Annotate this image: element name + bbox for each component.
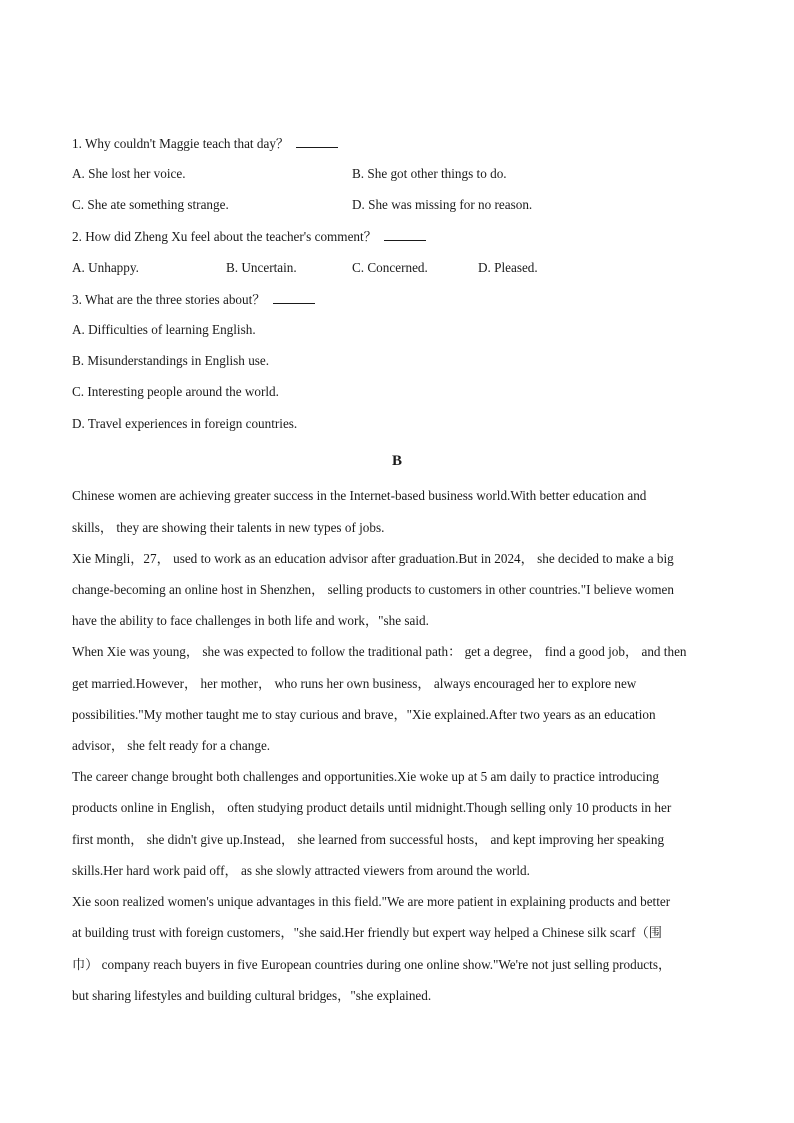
passage-line: possibilities."My mother taught me to stay curious and brave，"Xie explained.After two years as an education bbox=[72, 707, 656, 722]
option-c: C. Interesting people around the world. bbox=[72, 384, 279, 399]
passage-line: skills.Her hard work paid off， as she slowly attracted viewers from around the world. bbox=[72, 863, 530, 878]
question-number: 3. bbox=[72, 292, 82, 307]
passage-line: skills， they are showing their talents in new types of jobs. bbox=[72, 520, 385, 535]
passage-line: advisor， she felt ready for a change. bbox=[72, 738, 271, 753]
option-a: A. Unhappy. bbox=[72, 260, 139, 275]
option-a: A. She lost her voice. bbox=[72, 166, 186, 181]
answer-blank[interactable] bbox=[384, 228, 426, 241]
passage-line: Xie Mingli，27， used to work as an education advisor after graduation.But in 2024， she decided to make a big bbox=[72, 551, 674, 566]
answer-blank[interactable] bbox=[296, 135, 338, 148]
option-b: B. She got other things to do. bbox=[352, 166, 507, 181]
option-d: D. Pleased. bbox=[478, 260, 538, 275]
passage-line: have the ability to face challenges in both life and work，"she said. bbox=[72, 613, 429, 628]
question-1 bbox=[72, 135, 338, 152]
option-b: B. Misunderstandings in English use. bbox=[72, 353, 270, 368]
option-c: C. She ate something strange. bbox=[72, 197, 229, 212]
question-3 bbox=[72, 291, 315, 308]
passage-line: but sharing lifestyles and building cultural bridges，"she explained. bbox=[72, 988, 432, 1003]
question-text: Why couldn't Maggie teach that day？ bbox=[84, 136, 290, 151]
question-number: 2. bbox=[72, 229, 82, 244]
question-text: How did Zheng Xu feel about the teacher's comment？ bbox=[85, 229, 377, 244]
question-number: 1. bbox=[72, 136, 82, 151]
answer-blank[interactable] bbox=[273, 291, 315, 304]
passage-line: first month， she didn't give up.Instead， she learned from successful hosts， and kept improving her speaking bbox=[72, 832, 665, 847]
question-2 bbox=[72, 228, 426, 245]
passage-line: at building trust with foreign customers，"she said.Her friendly but expert way helped a Chinese silk scarf（围 bbox=[72, 925, 662, 940]
passage-line: Chinese women are achieving greater success in the Internet-based business world.With better education and bbox=[72, 488, 647, 503]
passage-line: products online in English， often studying product details until midnight.Though selling only 10 products in her bbox=[72, 800, 672, 815]
option-c: C. Concerned. bbox=[352, 260, 428, 275]
question-text: What are the three stories about？ bbox=[84, 292, 266, 307]
passage-line: Xie soon realized women's unique advantages in this field."We are more patient in explaining products and better bbox=[72, 894, 671, 909]
passage-line: The career change brought both challenges and opportunities.Xie woke up at 5 am daily to practice introducing bbox=[72, 769, 660, 784]
passage-line: get married.However， her mother， who runs her own business， always encouraged her to explore new bbox=[72, 676, 637, 691]
passage-line: When Xie was young， she was expected to follow the traditional path： get a degree， find a good job， and then bbox=[72, 644, 687, 659]
passage-line: 巾） company reach buyers in five European countries during one online show."We're not just selling products， bbox=[72, 957, 672, 972]
option-b: B. Uncertain. bbox=[226, 260, 297, 275]
passage-line: change-becoming an online host in Shenzhen， selling products to customers in other countries."I believe women bbox=[72, 582, 674, 597]
option-d: D. Travel experiences in foreign countries. bbox=[72, 416, 298, 431]
section-heading: B bbox=[391, 453, 402, 469]
option-a: A. Difficulties of learning English. bbox=[72, 322, 256, 337]
option-d: D. She was missing for no reason. bbox=[352, 197, 533, 212]
